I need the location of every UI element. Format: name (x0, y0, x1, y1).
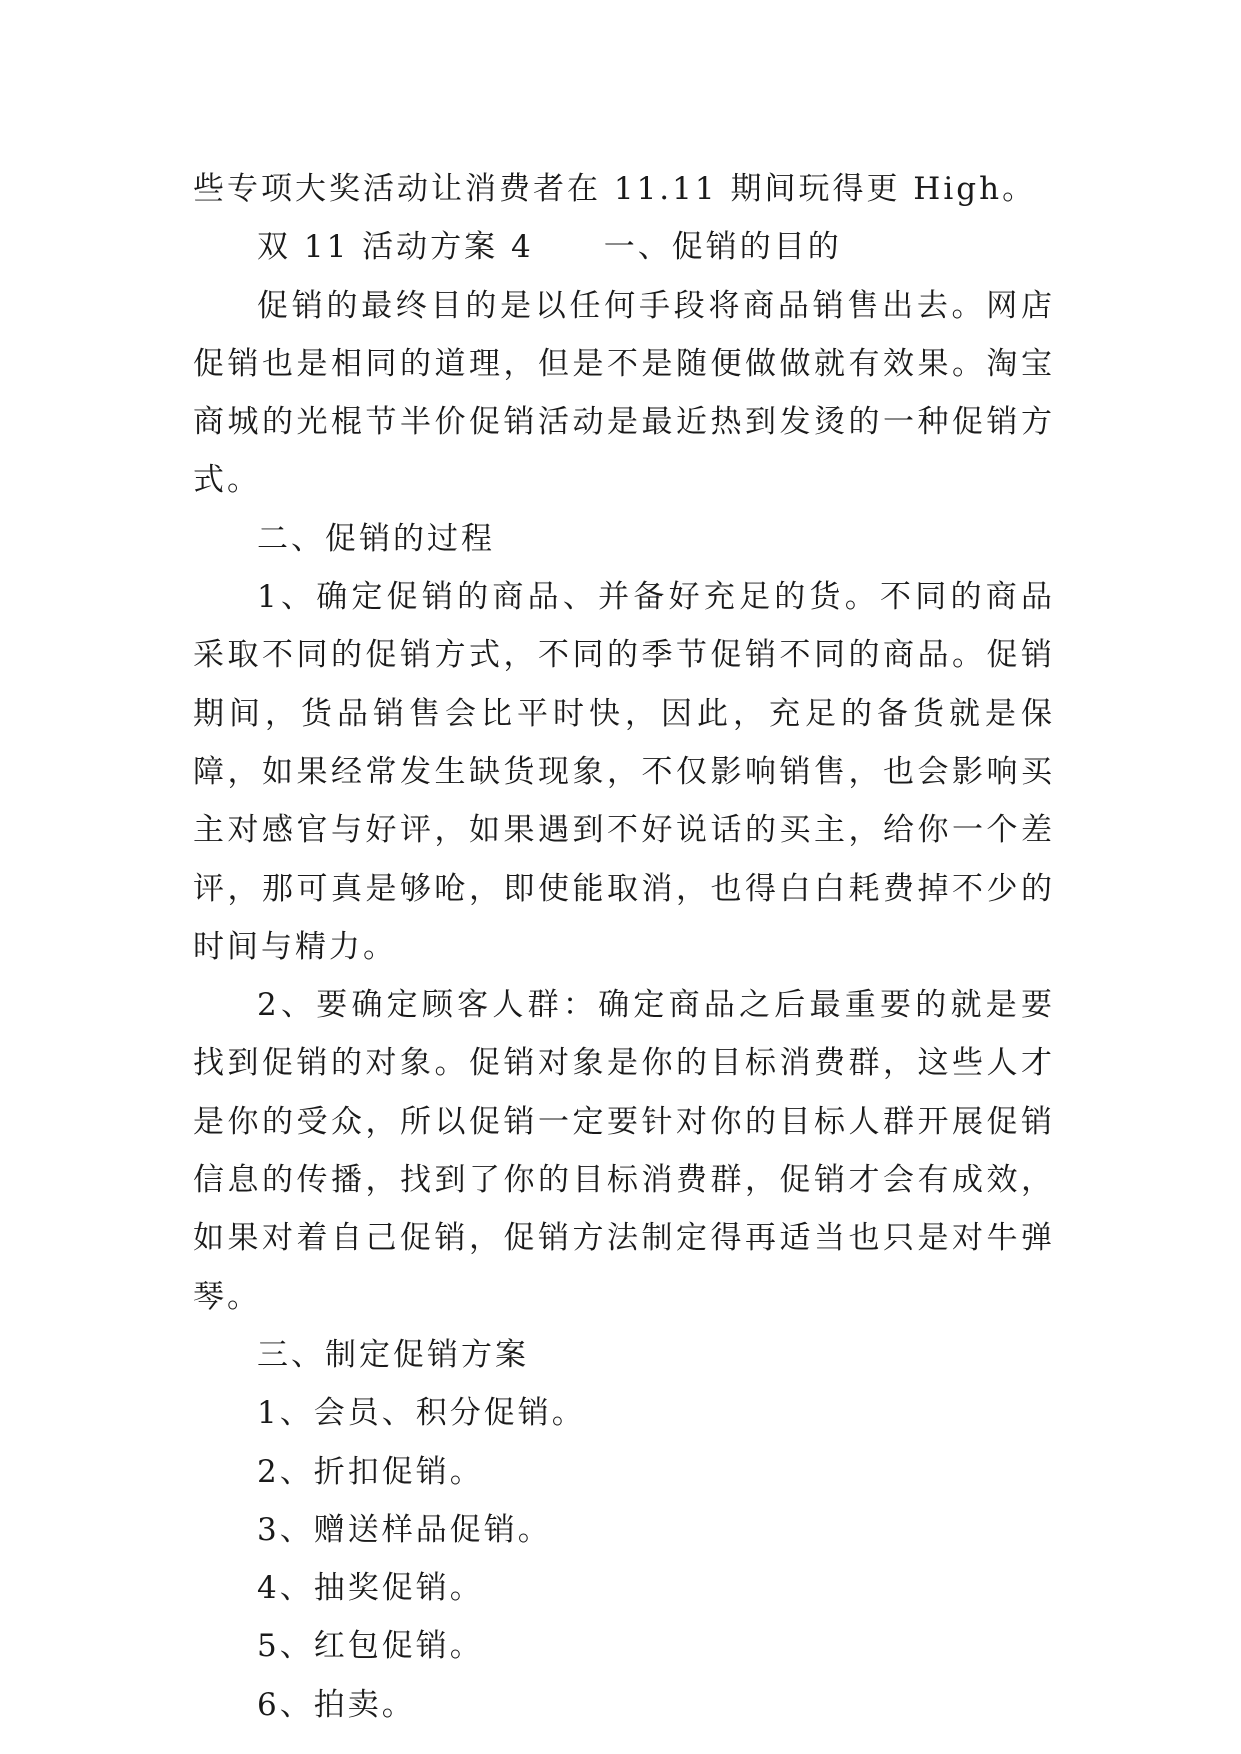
paragraph-process-1: 1、确定促销的商品、并备好充足的货。不同的商品采取不同的促销方式，不同的季节促销不同的商品。促销期间，货品销售会比平时快，因此，充足的备货就是保障，如果经常发生缺货现象，不仅影响销售，也会影响买主对感官与好评，如果遇到不好说话的买主，给你一个差评，那可真是够呛，即使能取消，也得白白耗费掉不少的时间与精力。 (193, 579, 1055, 965)
paragraph-continuation: 些专项大奖活动让消费者在 11.11 期间玩得更 High。 (193, 171, 1037, 207)
list-item: 3、赠送样品促销。 (257, 1511, 552, 1548)
heading-purpose: 一、促销的目的 (603, 229, 842, 266)
heading-process: 二、促销的过程 (257, 520, 495, 557)
list-item: 1、会员、积分促销。 (257, 1395, 586, 1432)
list-item: 6、拍卖。 (257, 1686, 416, 1723)
list-item: 2、折扣促销。 (257, 1453, 484, 1490)
section-title-line (193, 218, 1055, 276)
list-item: 5、红包促销。 (257, 1628, 484, 1665)
paragraph-process-2: 2、要确定顾客人群：确定商品之后最重要的就是要找到促销的对象。促销对象是你的目标消费群，这些人才是你的受众，所以促销一定要针对你的目标人群开展促销信息的传播，找到了你的目标消费群，促销才会有成效，如果对着自己促销，促销方法制定得再适当也只是对牛弹琴。 (193, 987, 1055, 1315)
plan-title: 双 11 活动方案 4 (257, 229, 534, 266)
paragraph-purpose: 促销的最终目的是以任何手段将商品销售出去。网店促销也是相同的道理，但是不是随便做做就有效果。淘宝商城的光棍节半价促销活动是最近热到发烫的一种促销方式。 (193, 287, 1055, 499)
list-item: 4、抽奖促销。 (257, 1570, 484, 1607)
heading-plan: 三、制定促销方案 (257, 1336, 529, 1373)
document-body (193, 160, 1055, 1734)
